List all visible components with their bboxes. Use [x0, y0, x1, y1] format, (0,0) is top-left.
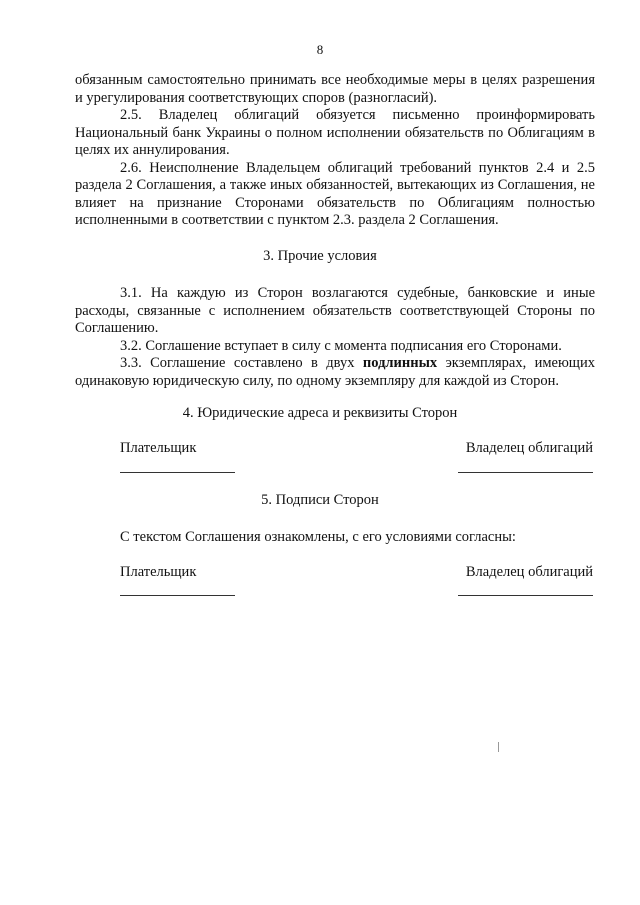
- section-5-owner-line: [458, 595, 593, 596]
- section-5-payer-label: Плательщик: [120, 564, 197, 580]
- section-5-statement: С текстом Соглашения ознакомлены, с его условиями согласны:: [120, 529, 516, 545]
- paragraph-2-4-continuation: обязанным самостоятельно принимать все необходимые меры в целях разрешения и урегулирования соответствующих споров (разногласий).: [75, 72, 595, 106]
- section-5-title: 5. Подписи Сторон: [261, 492, 379, 508]
- section-4-owner-label: Владелец облигаций: [465, 440, 593, 456]
- paragraph-3-2: 3.2. Соглашение вступает в силу с момента подписания его Сторонами.: [120, 337, 562, 354]
- scan-artifact: [498, 742, 499, 752]
- paragraph-3-3-start: 3.3. Соглашение составлено в двух: [120, 355, 363, 371]
- section-3-body: [75, 285, 595, 390]
- paragraph-3-3-end: экземплярах, имеющих одинаковую юридическую силу, по одному экземпляру для каждой из Сторон.: [75, 355, 595, 389]
- section-4-payer-label: Плательщик: [120, 440, 197, 456]
- paragraph-3-1: 3.1. На каждую из Сторон возлагаются судебные, банковские и иные расходы, связанные с исполнением обязательств соответствующей Стороны по Соглашению.: [75, 285, 595, 336]
- paragraph-2-6: 2.6. Неисполнение Владельцем облигаций требований пунктов 2.4 и 2.5 раздела 2 Соглашения, а также иных обязанностей, вытекающих из Соглашения, не влияет на признание Сторонами обязательств по Облигациям полностью исполненными в соответствии с пунктом 2.3. раздела 2 Соглашения.: [75, 159, 595, 228]
- section-2-continuation: [75, 72, 595, 230]
- section-5-payer-line: [120, 595, 235, 596]
- page-number: 8: [316, 42, 324, 57]
- paragraph-3-3: [75, 355, 595, 390]
- section-4-owner-line: [458, 472, 593, 473]
- section-4-payer-line: [120, 472, 235, 473]
- paragraph-3-3-bold: подлинных: [362, 355, 438, 371]
- paragraph-2-5: 2.5. Владелец облигаций обязуется письменно проинформировать Национальный банк Украины о полном исполнении обязательств по Облигациям в целях их аннулирования.: [75, 107, 595, 158]
- section-3-title: 3. Прочие условия: [263, 248, 377, 264]
- section-4-title: 4. Юридические адреса и реквизиты Сторон: [182, 405, 458, 421]
- section-5-owner-label: Владелец облигаций: [465, 564, 593, 580]
